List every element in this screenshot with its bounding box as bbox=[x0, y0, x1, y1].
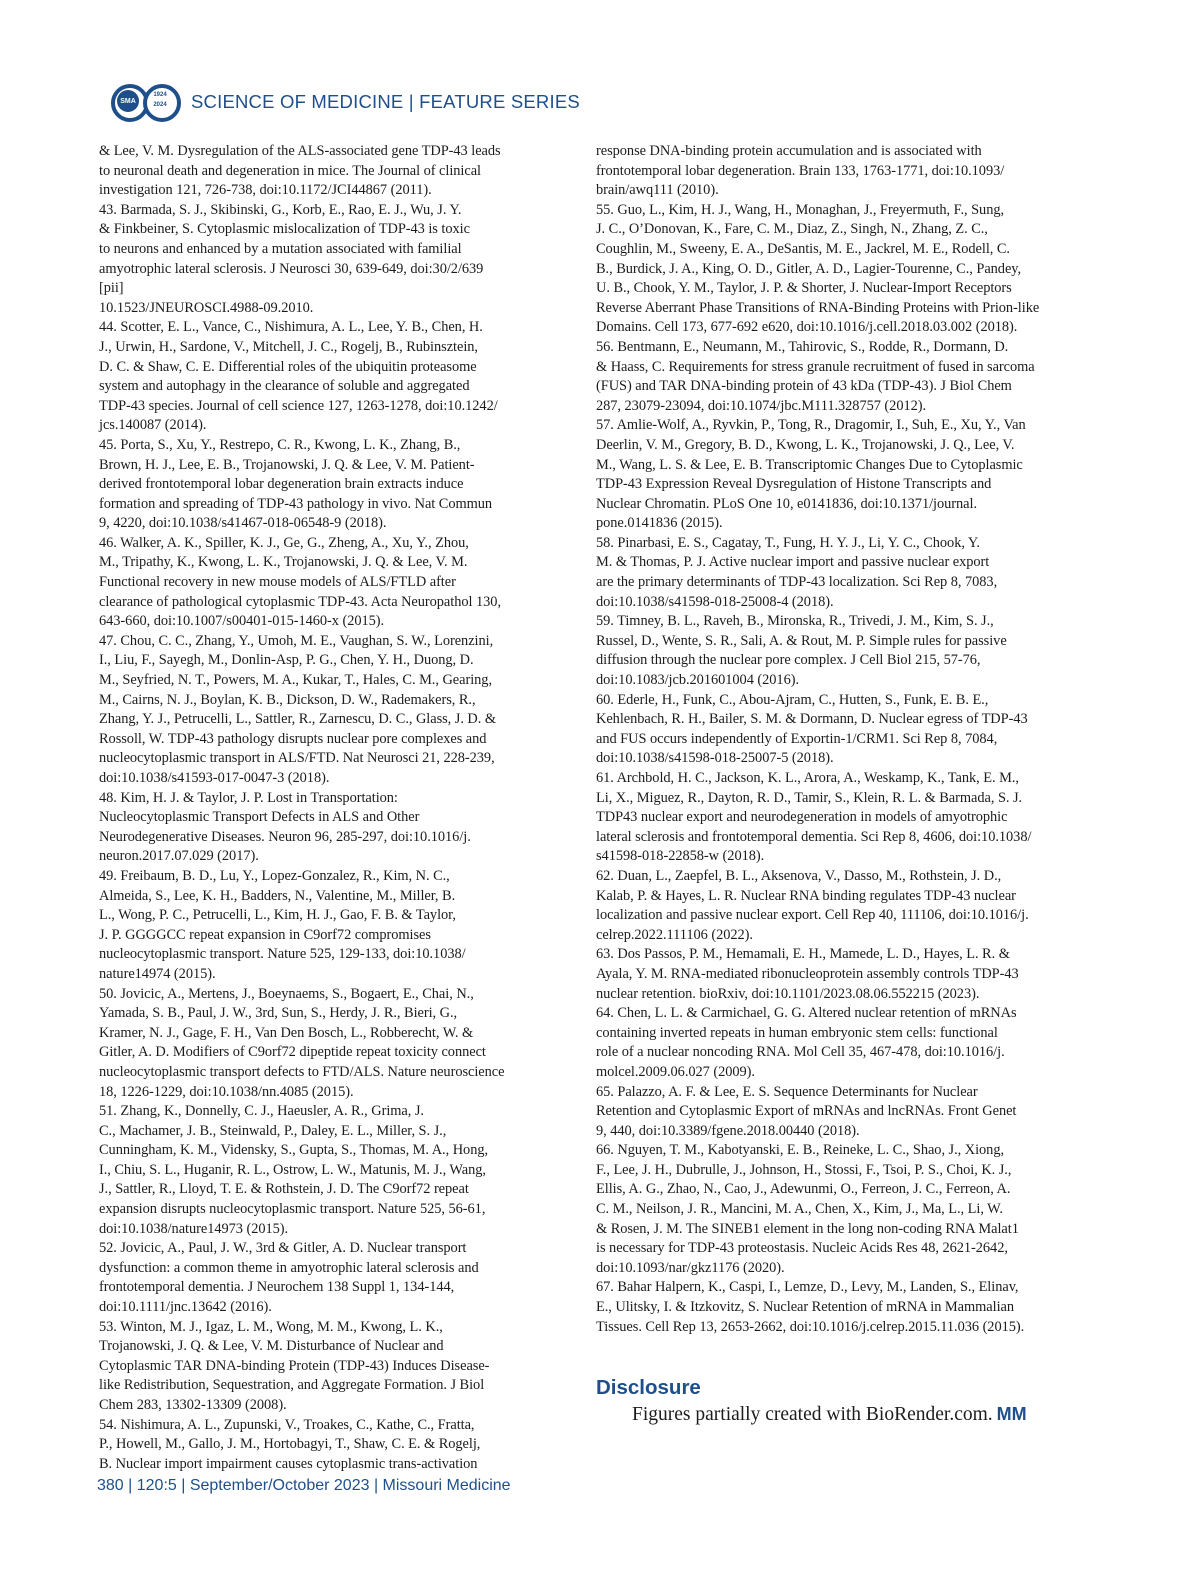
reference-entry: & Lee, V. M. Dysregulation of the ALS-associated gene TDP-43 leads to neuronal death and degeneration in mice. The Journal of clinical investigation 121, 726-738, doi:10.1172/JCI44867 (2011). bbox=[99, 143, 501, 199]
reference-entry: 54. Nishimura, A. L., Zupunski, V., Troakes, C., Kathe, C., Fratta, P., Howell, M., Gallo, J. M., Hortobagyi, T., Shaw, C. E. & Rogelj, B. Nuclear import impairment causes cytoplasmic trans-activation bbox=[99, 1416, 481, 1472]
references-right-column bbox=[596, 142, 1072, 1337]
reference-entry: 50. Jovicic, A., Mertens, J., Boeynaems, S., Bogaert, E., Chai, N., Yamada, S. B., Paul, J. W., 3rd, Sun, S., Herdy, J. R., Bieri, G., Kramer, N. J., Gage, F. H., Van Den Bosch, L., Robberecht, W. & Gitler, A. D. Modifiers of C9orf72 dipeptide repeat toxicity connect nucleocytoplasmic transport defects to FTD/ALS. Nature neuroscience 18, 1226-1229, doi:10.1038/nn.4085 (2015). bbox=[99, 985, 505, 1100]
reference-entry: 53. Winton, M. J., Igaz, L. M., Wong, M. M., Kwong, L. K., Trojanowski, J. Q. & Lee, V. M. Disturbance of Nuclear and Cytoplasmic TAR DNA-binding Protein (TDP-43) Induces Disease- like Redistribution, Sequestration, and Aggregate Formation. J Biol Chem 283, 13302-13309 (2008). bbox=[99, 1318, 490, 1413]
logo-seal: SMA bbox=[117, 90, 139, 112]
series-title: SCIENCE OF MEDICINE | FEATURE SERIES bbox=[191, 91, 580, 112]
reference-entry: 55. Guo, L., Kim, H. J., Wang, H., Monaghan, J., Freyermuth, F., Sung, J. C., O’Donovan, K., Fare, C. M., Diaz, Z., Singh, N., Zhang, Z. C., Coughlin, M., Sweeny, E. A., DeSantis, M. E., Jackrel, M. E., Rodell, C. B., Burdick, J. A., King, O. D., Gitler, A. D., Lagier-Tourenne, C., Pandey, U. B., Chook, Y. M., Taylor, J. P. & Shorter, J. Nuclear-Import Receptors Reverse Aberrant Phase Transitions of RNA-Binding Proteins with Prion-like Domains. Cell 173, 677-692 e620, doi:10.1016/j.cell.2018.03.002 (2018). bbox=[596, 201, 1040, 336]
reference-entry: 44. Scotter, E. L., Vance, C., Nishimura, A. L., Lee, Y. B., Chen, H. J., Urwin, H., Sardone, V., Mitchell, J. C., Rogelj, B., Rubinsztein, D. C. & Shaw, C. E. Differential roles of the ubiquitin proteasome system and autophagy in the clearance of soluble and aggregated TDP-43 species. Journal of cell science 127, 1263-1278, doi:10.1242/ jcs.140087 (2014). bbox=[99, 319, 498, 434]
reference-entry: 66. Nguyen, T. M., Kabotyanski, E. B., Reineke, L. C., Shao, J., Xiong, F., Lee, J. H., Dubrulle, J., Johnson, H., Stossi, F., Tsoi, P. S., Choi, K. J., Ellis, A. G., Zhao, N., Cao, J., Adewunmi, O., Ferreon, J. C., Ferreon, A. C. M., Neilson, J. R., Mancini, M. A., Chen, X., Kim, J., Ma, L., Li, W. & Rosen, J. M. The SINEB1 element in the long non-coding RNA Malat1 is necessary for TDP-43 proteostasis. Nucleic Acids Res 48, 2621-2642, doi:10.1093/nar/gkz1176 (2020). bbox=[596, 1142, 1019, 1276]
reference-entry: 61. Archbold, H. C., Jackson, K. L., Arora, A., Weskamp, K., Tank, E. M., Li, X., Miguez, R., Dayton, R. D., Tamir, S., Klein, R. L. & Barmada, S. J. TDP43 nuclear export and neurodegeneration in models of amyotrophic lateral sclerosis and frontotemporal dementia. Sci Rep 8, 4606, doi:10.1038/ s41598-018-22858-w (2018). bbox=[596, 770, 1032, 865]
reference-entry: 56. Bentmann, E., Neumann, M., Tahirovic, S., Rodde, R., Dormann, D. & Haass, C. Requirements for stress granule recruitment of fused in sarcoma (FUS) and TAR DNA-binding protein of 43 kDa (TDP-43). J Biol Chem 287, 23079-23094, doi:10.1074/jbc.M111.328757 (2012). bbox=[596, 338, 1035, 414]
reference-entry: 64. Chen, L. L. & Carmichael, G. G. Altered nuclear retention of mRNAs containing inverted repeats in human embryonic stem cells: functional role of a nuclear noncoding RNA. Mol Cell 35, 467-478, doi:10.1016/j. molcel.2009.06.027 (2009). bbox=[596, 1005, 1017, 1080]
reference-entry: 67. Bahar Halpern, K., Caspi, I., Lemze, D., Levy, M., Landen, S., Elinav, E., Ulitsky, I. & Itzkovitz, S. Nuclear Retention of mRNA in Mammalian Tissues. Cell Rep 13, 2653-2662, doi:10.1016/j.celrep.2015.11.036 (2015). bbox=[596, 1279, 1025, 1335]
journal-header bbox=[97, 80, 580, 124]
reference-entry: 65. Palazzo, A. F. & Lee, E. S. Sequence Determinants for Nuclear Retention and Cytoplasmic Export of mRNAs and lncRNAs. Front Genet 9, 440, doi:10.3389/fgene.2018.00440 (2018). bbox=[596, 1083, 1017, 1139]
reference-entry: 47. Chou, C. C., Zhang, Y., Umoh, M. E., Vaughan, S. W., Lorenzini, I., Liu, F., Sayegh, M., Donlin-Asp, P. G., Chen, Y. H., Duong, D. M., Seyfried, N. T., Powers, M. A., Kukar, T., Hales, C. M., Gearing, M., Cairns, N. J., Boylan, K. B., Dickson, D. W., Rademakers, R., Zhang, Y. J., Petrucelli, L., Sattler, R., Zarnescu, D. C., Glass, J. D. & Rossoll, W. TDP-43 pathology disrupts nuclear pore complexes and nucleocytoplasmic transport in ALS/FTD. Nat Neurosci 21, 228-239, doi:10.1038/s41593-017-0047-3 (2018). bbox=[99, 632, 497, 786]
reference-entry: 52. Jovicic, A., Paul, J. W., 3rd & Gitler, A. D. Nuclear transport dysfunction: a common theme in amyotrophic lateral sclerosis and frontotemporal dementia. J Neurochem 138 Suppl 1, 134-144, doi:10.1111/jnc.13642 (2016). bbox=[99, 1240, 479, 1316]
reference-entry: 59. Timney, B. L., Raveh, B., Mironska, R., Trivedi, J. M., Kim, S. J., Russel, D., Wente, S. R., Sali, A. & Rout, M. P. Simple rules for passive diffusion through the nuclear pore complex. J Cell Biol 215, 57-76, doi:10.1083/jcb.201601004 (2016). bbox=[596, 613, 1007, 689]
reference-entry: 48. Kim, H. J. & Taylor, J. P. Lost in Transportation: Nucleocytoplasmic Transport Defects in ALS and Other Neurodegenerative Diseases. Neuron 96, 285-297, doi:10.1016/j. neuron.2017.07.029 (2017). bbox=[99, 789, 471, 865]
disclosure-text bbox=[632, 1404, 1027, 1426]
reference-entry: response DNA-binding protein accumulation and is associated with frontotemporal lobar degeneration. Brain 133, 1763-1771, doi:10.1093/ brain/awq111 (2010). bbox=[596, 143, 1005, 199]
references-left-column bbox=[99, 142, 545, 1474]
reference-entry: 57. Amlie-Wolf, A., Ryvkin, P., Tong, R., Dragomir, I., Suh, E., Xu, Y., Van Deerlin, V. M., Gregory, B. D., Kwong, L. K., Trojanowski, J. Q., Lee, V. M., Wang, L. S. & Lee, E. B. Transcriptomic Changes Due to Cytoplasmic TDP-43 Expression Reveal Dysregulation of Histone Transcripts and Nuclear Chromatin. PLoS One 10, e0141836, doi:10.1371/journal. pone.0141836 (2015). bbox=[596, 417, 1026, 532]
missouri-medicine-mark: MM bbox=[996, 1404, 1027, 1424]
reference-entry: 63. Dos Passos, P. M., Hemamali, E. H., Mamede, L. D., Hayes, L. R. & Ayala, Y. M. RNA-mediated ribonucleoprotein assembly controls TDP-43 nuclear retention. bioRxiv, doi:10.1101/2023.08.06.552215 (2023). bbox=[596, 946, 1019, 1002]
reference-entry: 46. Walker, A. K., Spiller, K. J., Ge, G., Zheng, A., Xu, Y., Zhou, M., Tripathy, K., Kwong, L. K., Trojanowski, J. Q. & Lee, V. M. Functional recovery in new mouse models of ALS/FTLD after clearance of pathological cytoplasmic TDP-43. Acta Neuropathol 130, 643-660, doi:10.1007/s00401-015-1460-x (2015). bbox=[99, 534, 501, 630]
centennial-logo bbox=[97, 80, 183, 124]
reference-entry: 60. Ederle, H., Funk, C., Abou-Ajram, C., Hutten, S., Funk, E. B. E., Kehlenbach, R. H., Bailer, S. M. & Dormann, D. Nuclear egress of TDP-43 and FUS occurs independently of Exportin-1/CRM1. Sci Rep 8, 7084, doi:10.1038/s41598-018-25007-5 (2018). bbox=[596, 691, 1028, 767]
reference-entry: 43. Barmada, S. J., Skibinski, G., Korb, E., Rao, E. J., Wu, J. Y. & Finkbeiner, S. Cytoplasmic mislocalization of TDP-43 is toxic to neurons and enhanced by a mutation associated with familial amyotrophic lateral sclerosis. J Neurosci 30, 639-649, doi:30/2/639 [pii] 10.1523/JNEUROSCI.4988-09.2010. bbox=[99, 201, 484, 316]
disclosure-heading: Disclosure bbox=[596, 1376, 701, 1399]
reference-entry: 58. Pinarbasi, E. S., Cagatay, T., Fung, H. Y. J., Li, Y. C., Chook, Y. M. & Thomas, P. J. Active nuclear import and passive nuclear export are the primary determinants of TDP-43 localization. Sci Rep 8, 7083, doi:10.1038/s41598-018-25008-4 (2018). bbox=[596, 534, 998, 610]
disclosure-body: Figures partially created with BioRender.com. bbox=[632, 1404, 993, 1425]
reference-entry: 49. Freibaum, B. D., Lu, Y., Lopez-Gonzalez, R., Kim, N. C., Almeida, S., Lee, K. H., Badders, N., Valentine, M., Miller, B. L., Wong, P. C., Petrucelli, L., Kim, H. J., Gao, F. B. & Taylor, J. P. GGGGCC repeat expansion in C9orf72 compromises nucleocytoplasmic transport. Nature 525, 129-133, doi:10.1038/ nature14974 (2015). bbox=[99, 867, 466, 982]
reference-entry: 51. Zhang, K., Donnelly, C. J., Haeusler, A. R., Grima, J. C., Machamer, J. B., Steinwald, P., Daley, E. L., Miller, S. J., Cunningham, K. M., Vidensky, S., Gupta, S., Thomas, M. A., Hong, I., Chiu, S. L., Huganir, R. L., Ostrow, L. W., Matunis, M. J., Wang, J., Sattler, R., Lloyd, T. E. & Rothstein, J. D. The C9orf72 repeat expansion disrupts nucleocytoplasmic transport. Nature 525, 56-61, doi:10.1038/nature14973 (2015). bbox=[99, 1103, 489, 1237]
reference-entry: 62. Duan, L., Zaepfel, B. L., Aksenova, V., Dasso, M., Rothstein, J. D., Kalab, P. & Hayes, L. R. Nuclear RNA binding regulates TDP-43 nuclear localization and passive nuclear export. Cell Rep 40, 111106, doi:10.1016/j. celrep.2022.111106 (2022). bbox=[596, 867, 1029, 943]
page-footer: 380 | 120:5 | September/October 2023 | Missouri Medicine bbox=[97, 1477, 511, 1494]
logo-years: 1924 2024 bbox=[153, 92, 167, 108]
reference-entry: 45. Porta, S., Xu, Y., Restrepo, C. R., Kwong, L. K., Zhang, B., Brown, H. J., Lee, E. B., Trojanowski, J. Q. & Lee, V. M. Patient- derived frontotemporal lobar degeneration brain extracts induce formation and spreading of TDP-43 pathology in vivo. Nat Commun 9, 4220, doi:10.1038/s41467-018-06548-9 (2018). bbox=[99, 436, 493, 532]
